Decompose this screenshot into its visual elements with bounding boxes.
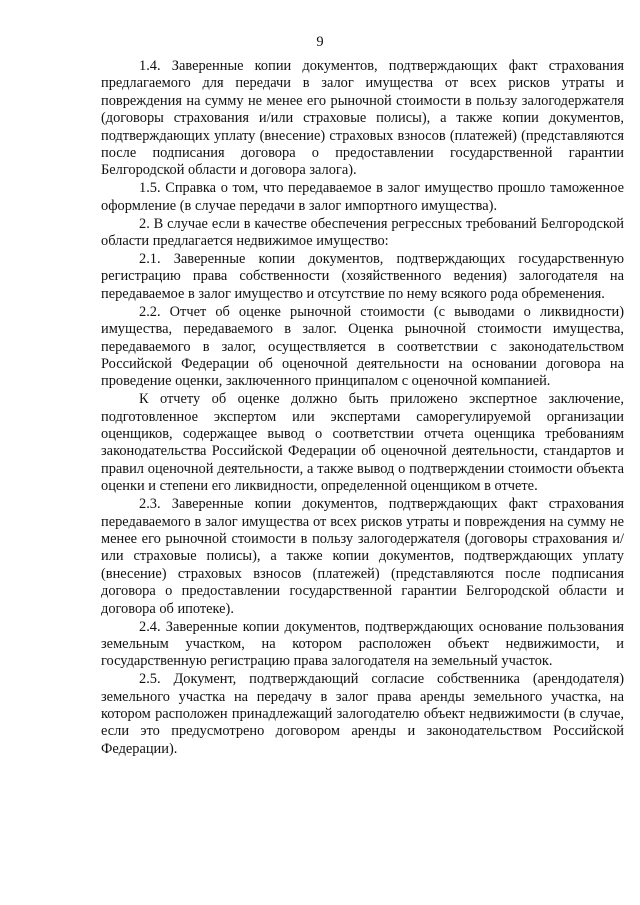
page-number: 9 (316, 34, 324, 50)
paragraph-2-1: 2.1. Заверенные копии документов, подтверждающих государственную регистрацию права собственности (хозяйственного ведения) залогодателя на передаваемое в залог имущество и отсутствие по нему всякого рода обременения. (101, 250, 624, 302)
paragraph-2-2: 2.2. Отчет об оценке рыночной стоимости (с выводами о ликвидности) имущества, передаваемого в залог. Оценка рыночной стоимости имущества, передаваемого в залог, осуществляется в соответствии с законодательством Российской Федерации об оценочной деятельности на основании договора на проведение оценки, заключенного принципалом с оценочной компанией. (101, 303, 624, 390)
paragraph-1-5: 1.5. Справка о том, что передаваемое в залог имущество прошло таможенное оформление (в случае передачи в залог импортного имущества). (101, 180, 624, 214)
paragraph-2-4: 2.4. Заверенные копии документов, подтверждающих основание пользования земельным участком, на котором расположен объект недвижимости, и государственную регистрацию права залогодателя на земельный участок. (101, 618, 624, 670)
paragraph-2-2-expert-opinion: К отчету об оценке должно быть приложено экспертное заключение, подготовленное экспертом или экспертами саморегулируемой организации оценщиков, содержащее вывод о соответствии отчета оценщика требованиям законодательства Российской Федерации об оценочной деятельности, стандартов и правил оценочной деятельности, а также вывод о подтверждении стоимости объекта оценки и степени его ликвидности, определенной оценщиком в отчете. (101, 391, 624, 495)
paragraph-2-5: 2.5. Документ, подтверждающий согласие собственника (арендодателя) земельного участка на передачу в залог права аренды земельного участка, на котором расположен принадлежащий залогодателю объект недвижимости (в случае, если это предусмотрено договором аренды и законодательством Российской Федерации). (101, 671, 624, 757)
paragraph-2: 2. В случае если в качестве обеспечения регрессных требований Белгородской области предлагается недвижимое имущество: (101, 215, 624, 250)
document-body (101, 58, 624, 758)
paragraph-2-3: 2.3. Заверенные копии документов, подтверждающих факт страхования передаваемого в залог имущества от всех рисков утраты и повреждения на сумму не менее его рыночной стоимости в пользу залогодержателя (договоры страхования и/или страховые полисы), а также копии документов, подтверждающих уплату (внесение) страховых взносов (платежей) (представляются после подписания договора о предоставлении государственной гарантии Белгородской области и договора об ипотеке). (101, 496, 624, 617)
paragraph-1-4: 1.4. Заверенные копии документов, подтверждающих факт страхования предлагаемого для передачи в залог имущества от всех рисков утраты и повреждения на сумму не менее его рыночной стоимости в пользу залогодержателя (договоры страхования и/или страховые полисы), а также копии документов, подтверждающих уплату (внесение) страховых взносов (платежей) (представляются после подписания договора о предоставлении государственной гарантии Белгородской области и договора залога). (101, 58, 624, 179)
